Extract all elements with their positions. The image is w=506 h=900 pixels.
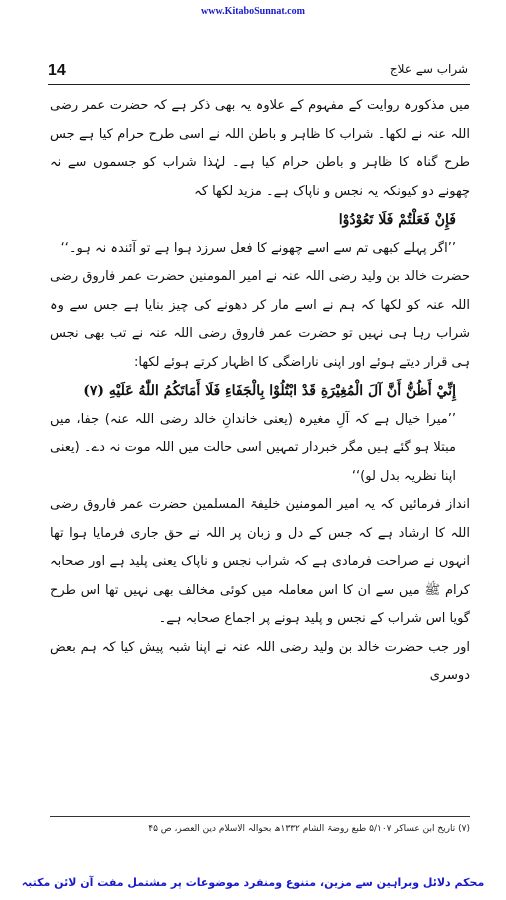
page-number: 14 [48,62,66,79]
running-title: شراب سے علاج [389,62,468,76]
translation-quote: ’’اگر پہلے کبھی تم سے اسے چھونے کا فعل سرزد ہوا ہے تو آئندہ نہ ہو۔‘‘ [60,240,456,256]
site-url: www.KitaboSunnat.com [201,6,305,17]
arabic-quote: إِنِّيْ أَظُنُّ أَنَّ آلَ الْمُغِيْرَةِ قَدْ ابْتُلُوْا بِالْجَفَاءِ فَلَا أَمَاتَكُمُ اللّٰهُ عَلَيْهِ (۷) [83,383,456,399]
page-body [50,92,470,691]
translation-quote: ’’میرا خیال ہے کہ آلِ مغیرہ (یعنی خاندانِ خالد رضی اللہ عنہ) جفا، میں مبتلا ہو گئے ہیں مگر خبردار تمہیں اسی حالت میں اللہ موت نہ دے۔ (یعنی اپنا نظریہ بدل لو)‘‘ [50,411,456,484]
paragraph-intro: میں مذکورہ روایت کے مفہوم کے علاوہ یہ بھی ذکر ہے کہ حضرت عمر رضی اللہ عنہ نے لکھا۔ شراب کا ظاہر و باطن اللہ نے اسی طرح حرام کیا ہے جس طرح گناہ کا ظاہر و باطن حرام کیا ہے۔ لہٰذا شراب کو جسموں سے نہ چھونے دو کیونکہ یہ نجس و ناپاک ہے۔ مزید لکھا کہ [50,98,470,199]
footnote: (۷) تاریخ ابن عساکر ۵/۱۰۷ طبع روضۃ الشام ۱۳۳۲ھ بحوالہ الاسلام دین العصر، ص ۴۵ [148,824,470,834]
paragraph-khalid: حضرت خالد بن ولید رضی اللہ عنہ نے امیر المومنین حضرت عمر فاروق رضی اللہ عنہ کو لکھا کہ ہم نے اسے مار کر دھونے کی چیز بنایا ہے جس سے وہ شراب رہا ہی نہیں تو حضرت عمر فاروق رضی اللہ عنہ نے تب بھی نجس ہی قرار دیتے ہوئے اور اپنی ناراضگی کا اظہار کرتے ہوئے لکھا: [50,269,470,370]
bottom-banner: محکم دلائل وبراہین سے مزین، متنوع ومنفرد موضوعات پر مشتمل مفت آن لائن مکتبہ [21,876,485,889]
arabic-quote: فَإِنْ فَعَلْتُمْ فَلَا تَعُوْدُوْا [338,212,456,228]
header-divider [48,84,470,85]
footnote-divider [50,816,470,817]
paragraph-continuation: اور جب حضرت خالد بن ولید رضی اللہ عنہ نے اپنا شبہ پیش کیا کہ ہم بعض دوسری [50,639,470,683]
paragraph-conclusion: انداز فرمائیں کہ یہ امیر المومنین خلیفۃ المسلمین حضرت عمر فاروق رضی اللہ کا ارشاد ہے کہ جس کے دل و زبان پر اللہ نے حق جاری فرمایا ہوا تھا انہوں نے صراحت فرمادی ہے کہ شراب نجس و ناپاک یعنی پلید ہے اور صحابہ کرام ﷺ میں سے ان کا اس معاملہ میں کوئی مخالف بھی نہیں تھا اس طرح گویا اس شراب کے نجس و پلید ہونے پر اجماع صحابہ ہے۔ [50,497,470,626]
page-header [48,62,468,82]
